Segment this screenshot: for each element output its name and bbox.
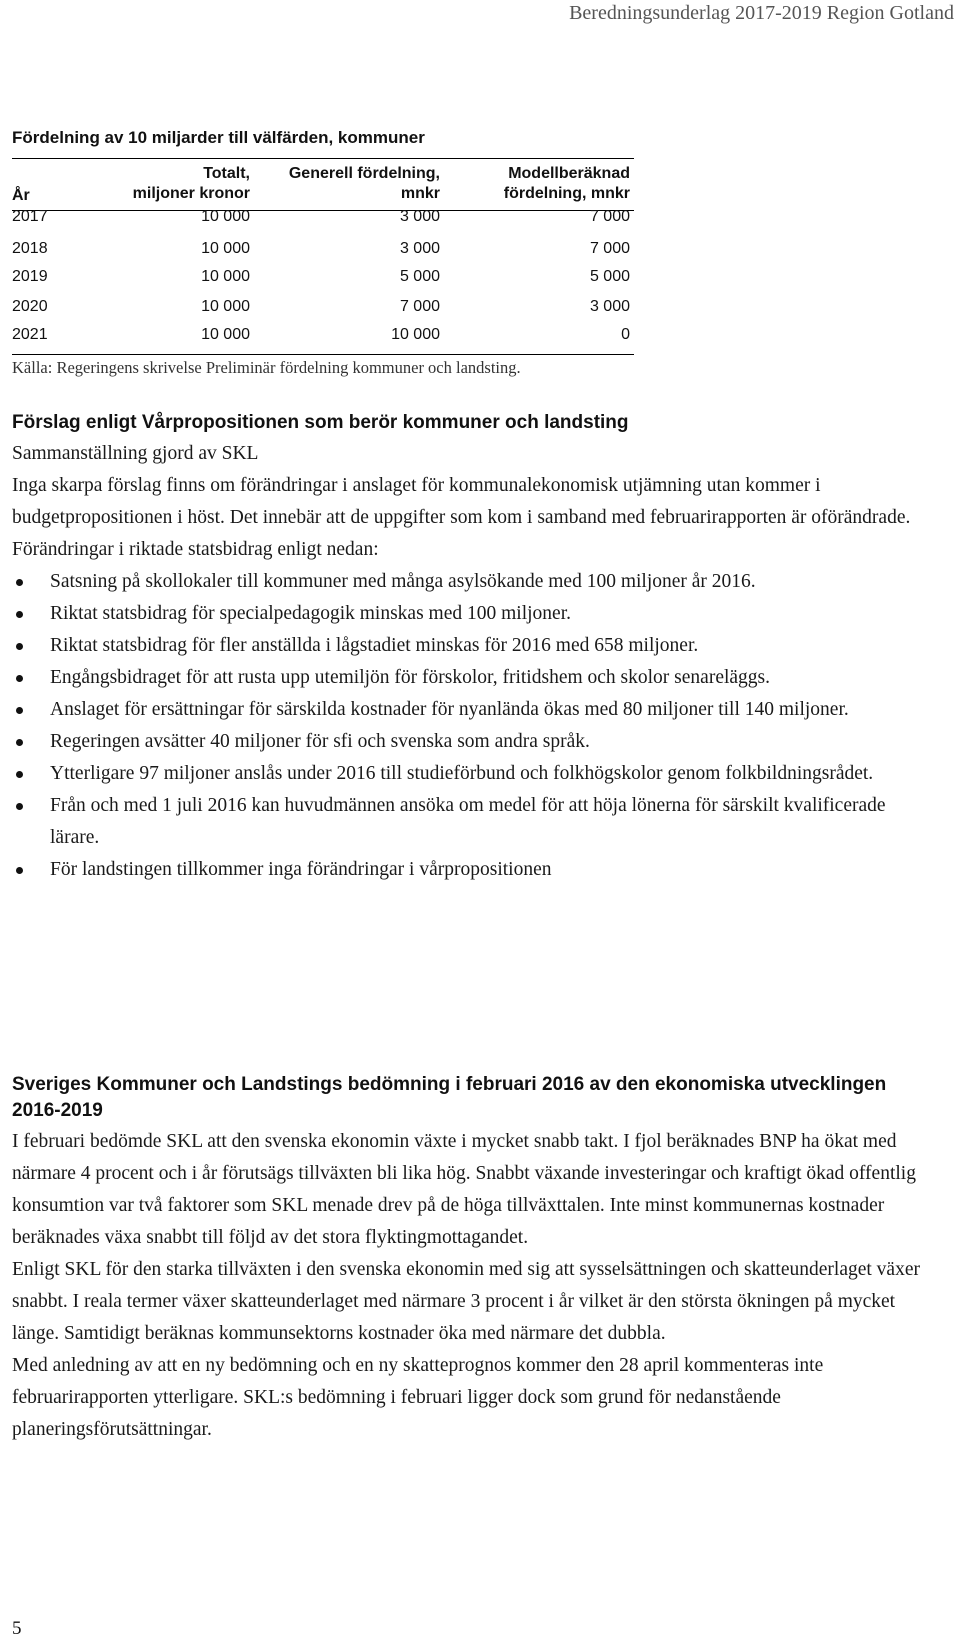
bullet-icon [16, 675, 23, 682]
paragraph: Sammanställning gjord av SKL [12, 443, 259, 464]
table-top-rule [12, 158, 634, 159]
table-row [0, 240, 640, 268]
table-header-general-text: Generell fördelning, mnkr [288, 165, 440, 202]
cell-general: 5 000 [399, 268, 440, 285]
list-item-text: Engångsbidraget för att rusta upp utemiljön för förskolor, fritidshem och skolor senareläggs. [50, 667, 771, 688]
list-item [12, 630, 932, 662]
list-item-text: Ytterligare 97 miljoner anslås under 2016 till studieförbund och folkhögskolor genom folkbildningsrådet. [50, 763, 874, 784]
list-item [12, 598, 932, 630]
list-item-text: Riktat statsbidrag för fler anställda i lågstadiet minskas för 2016 med 658 miljoner. [50, 635, 699, 656]
cell-total: 10 000 [201, 208, 250, 225]
paragraph: I februari bedömde SKL att den svenska ekonomin växte i mycket snabb takt. I fjol beräknades BNP ha ökat med närmare 4 procent och i år förutsägs tillväxten bli lika hög. Snabbt växande investeringar och kraftigt ökad offentlig konsumtion var två faktorer som SKL menade drev på de höga tillväxttalen. Inte minst kommunernas kostnader beräknades växa snabbt till följd av det stora flyktingmottagandet. [12, 1131, 916, 1248]
list-item-text: Satsning på skollokaler till kommuner med många asylsökande med 100 miljoner år 2016. [50, 571, 756, 592]
section-body-varpropositionen [12, 438, 932, 886]
cell-general: 3 000 [399, 240, 440, 257]
paragraph: Enligt SKL för den starka tillväxten i den svenska ekonomin med sig att sysselsättningen och skatteunderlaget växer snabbt. I reala termer växer skatteunderlaget med närmare 3 procent i år vilket är den största ökningen på mycket länge. Samtidigt beräknas kommunsektorns kostnader öka med närmare det dubbla. [12, 1259, 920, 1344]
table-source: Källa: Regeringens skrivelse Preliminär fördelning kommuner och landsting. [12, 358, 521, 377]
cell-total: 10 000 [201, 298, 250, 315]
list-item-text: Från och med 1 juli 2016 kan huvudmännen ansöka om medel för att höja lönerna för särskilt kvalificerade lärare. [50, 795, 886, 848]
paragraph: Med anledning av att en ny bedömning och en ny skatteprognos kommer den 28 april kommenteras inte februarirapporten ytterligare. SKL:s bedömning i februari ligger dock som grund för nedanstående planeringsförutsättningar. [12, 1355, 824, 1440]
table-header-year: År [12, 187, 30, 204]
table-header-model [460, 164, 630, 204]
bullet-icon [16, 803, 23, 810]
table-row [0, 298, 640, 326]
section-heading-varpropositionen: Förslag enligt Vårpropositionen som berör kommuner och landsting [12, 412, 629, 433]
section-heading-skl: Sveriges Kommuner och Landstings bedömning i februari 2016 av den ekonomiska utvecklingen 2016-2019 [12, 1074, 887, 1121]
cell-general: 7 000 [399, 298, 440, 315]
bullet-icon [16, 771, 23, 778]
list-item-text: Anslaget för ersättningar för särskilda kostnader för nyanlända ökas med 80 miljoner till 140 miljoner. [50, 699, 849, 720]
bullet-list [12, 566, 932, 886]
list-item [12, 694, 932, 726]
paragraph: Förändringar i riktade statsbidrag enligt nedan: [12, 539, 379, 560]
bullet-icon [16, 707, 23, 714]
bullet-icon [16, 579, 23, 586]
cell-model: 0 [621, 326, 630, 343]
page-number: 5 [12, 1618, 22, 1639]
cell-year: 2019 [12, 268, 48, 285]
paragraph: Inga skarpa förslag finns om förändringar i anslaget för kommunalekonomisk utjämning utan kommer i budgetpropositionen i höst. Det innebär att de uppgifter som kom i samband med februarirapporten är oförändrade. [12, 475, 911, 528]
list-item [12, 854, 932, 886]
list-item-text: Riktat statsbidrag för specialpedagogik minskas med 100 miljoner. [50, 603, 571, 624]
running-header: Beredningsunderlag 2017-2019 Region Gotland [569, 2, 954, 24]
bullet-icon [16, 643, 23, 650]
cell-total: 10 000 [201, 268, 250, 285]
cell-year: 2020 [12, 298, 48, 315]
cell-year: 2021 [12, 326, 48, 343]
bullet-icon [16, 867, 23, 874]
cell-year: 2018 [12, 240, 48, 257]
cell-general: 3 000 [399, 208, 440, 225]
bullet-icon [16, 739, 23, 746]
list-item [12, 758, 932, 790]
cell-general: 10 000 [391, 326, 440, 343]
bullet-icon [16, 611, 23, 618]
table-row [0, 268, 640, 296]
table-bottom-rule [12, 354, 634, 355]
table-row [0, 326, 640, 354]
list-item [12, 790, 932, 854]
cell-total: 10 000 [201, 326, 250, 343]
cell-total: 10 000 [201, 240, 250, 257]
table-header-model-text: Modellberäknad fördelning, mnkr [503, 165, 630, 202]
list-item [12, 566, 932, 598]
table-header-total-text: Totalt, miljoner kronor [132, 165, 250, 202]
table-title: Fördelning av 10 miljarder till välfärden, kommuner [12, 128, 425, 147]
cell-model: 5 000 [589, 268, 630, 285]
cell-model: 7 000 [589, 240, 630, 257]
list-item-text: För landstingen tillkommer inga förändringar i vårpropositionen [50, 859, 552, 880]
cell-model: 3 000 [589, 298, 630, 315]
section-body-skl [12, 1126, 932, 1446]
list-item [12, 726, 932, 758]
table-header-general [258, 164, 440, 204]
cell-model: 7 000 [589, 208, 630, 225]
list-item [12, 662, 932, 694]
list-item-text: Regeringen avsätter 40 miljoner för sfi och svenska som andra språk. [50, 731, 590, 752]
table-row [0, 208, 640, 236]
cell-year: 2017 [12, 208, 48, 225]
table-header-total [98, 164, 250, 204]
